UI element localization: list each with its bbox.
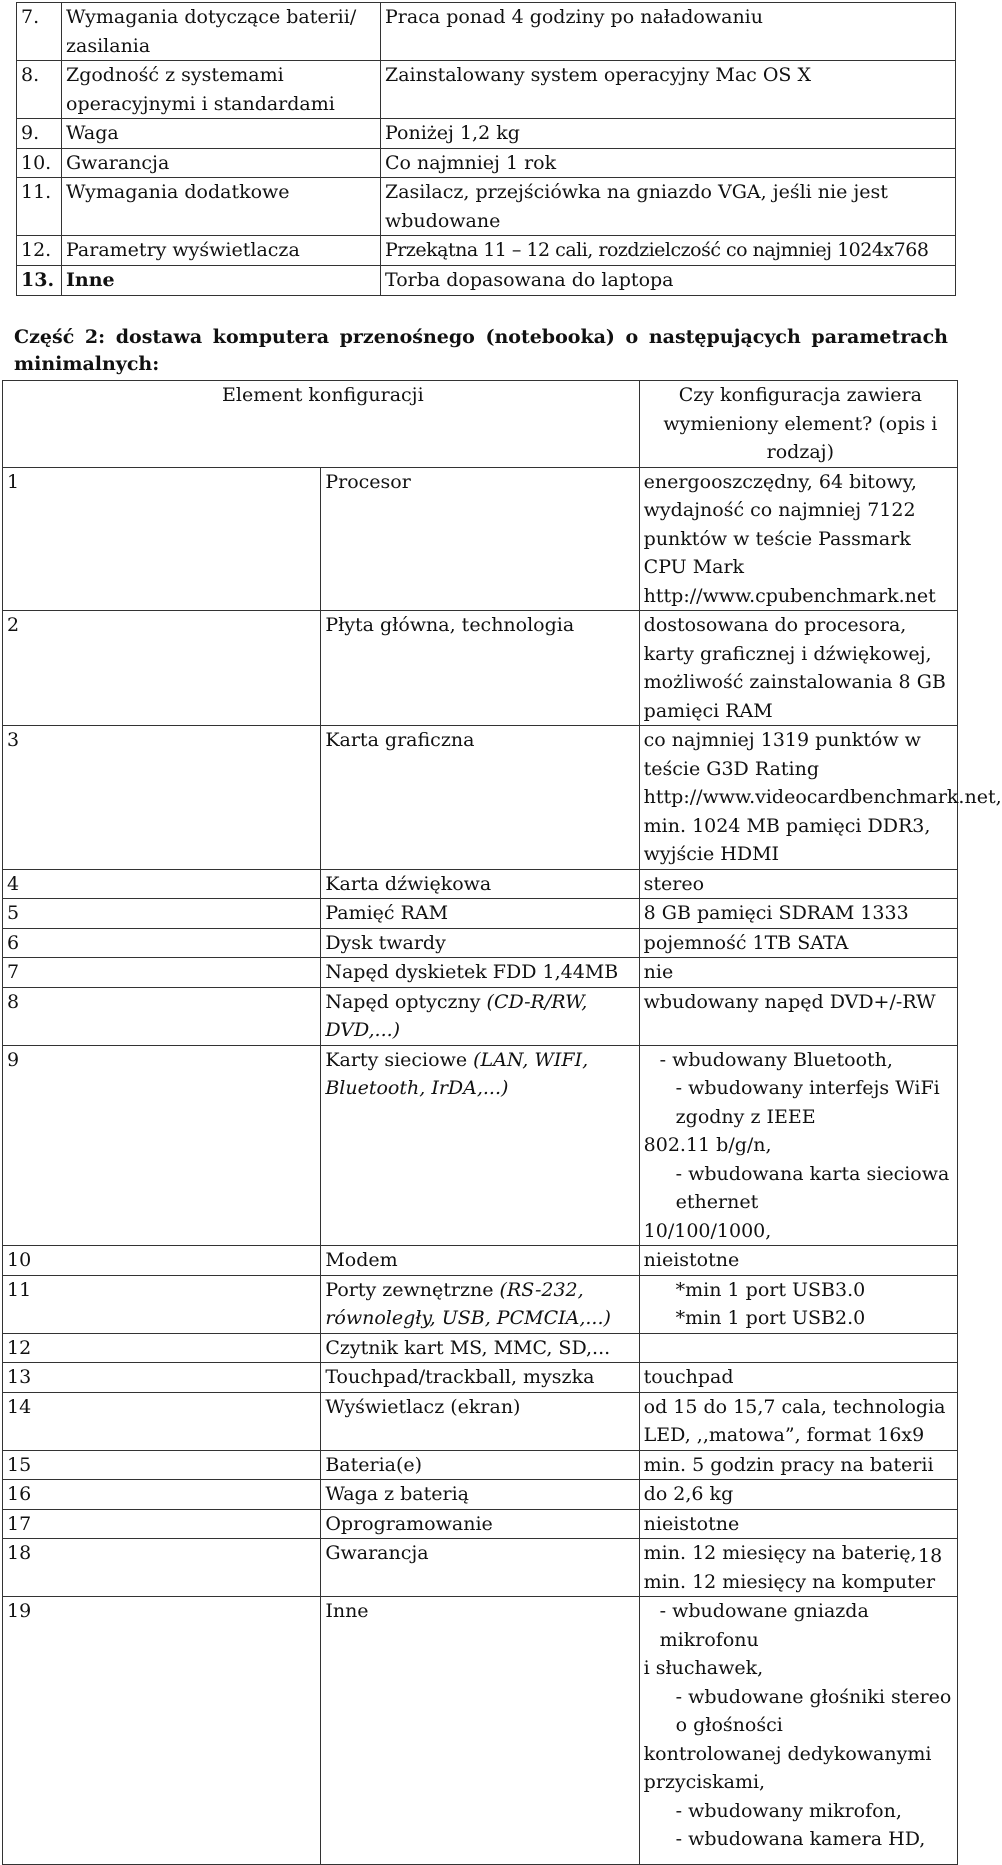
row-name: Gwarancja <box>62 148 381 178</box>
row-name: Modem <box>321 1246 639 1276</box>
table-row <box>3 1392 958 1450</box>
row-number: 12 <box>3 1333 321 1363</box>
row-number: 10. <box>17 148 62 178</box>
row-number: 7 <box>3 958 321 988</box>
row-name: Waga <box>62 119 381 149</box>
row-value: wbudowany napęd DVD+/-RW <box>639 987 957 1045</box>
row-number: 17 <box>3 1509 321 1539</box>
page-number: 18 <box>918 1545 943 1567</box>
row-value: od 15 do 15,7 cala, technologia LED, ,,matowa”, format 16x9 <box>639 1392 957 1450</box>
table-row <box>3 1275 958 1333</box>
row-number: 19 <box>3 1597 321 1865</box>
table-row <box>3 1450 958 1480</box>
row-name-italic: (LAN, WIFI, Bluetooth, IrDA,...) <box>325 1048 589 1099</box>
value-line: i słuchawek, <box>643 1657 764 1679</box>
value-line: - wbudowane głośniki stereo o głośności <box>675 1685 952 1736</box>
table-row <box>3 1045 958 1246</box>
value-line: 802.11 b/g/n, <box>643 1134 772 1156</box>
row-number: 10 <box>3 1246 321 1276</box>
value-line: - wbudowany mikrofon, <box>675 1799 902 1822</box>
table-row <box>3 1597 958 1865</box>
row-number: 2 <box>3 611 321 726</box>
row-name: Karta dźwiękowa <box>321 869 639 899</box>
row-name: Touchpad/trackball, myszka <box>321 1363 639 1393</box>
table-row <box>3 1509 958 1539</box>
row-value: min. 5 godzin pracy na baterii <box>639 1450 957 1480</box>
row-number: 5 <box>3 899 321 929</box>
row-name <box>321 1275 639 1333</box>
row-value <box>639 1045 957 1246</box>
row-value: Co najmniej 1 rok <box>381 148 956 178</box>
value-line: - wbudowane gniazda mikrofonu <box>659 1600 869 1651</box>
row-number: 11 <box>3 1275 321 1333</box>
value-line: - wbudowana karta sieciowa ethernet <box>675 1162 950 1213</box>
row-name <box>321 987 639 1045</box>
table-row <box>3 869 958 899</box>
value-line: *min 1 port USB3.0 <box>675 1278 866 1301</box>
row-number: 8 <box>3 987 321 1045</box>
row-number: 12. <box>17 236 62 266</box>
table-row <box>3 467 958 611</box>
value-line: 10/100/1000, <box>643 1219 772 1242</box>
table-row <box>17 3 956 61</box>
row-name: Wymagania dodatkowe <box>62 178 381 236</box>
notebook-configuration-table <box>2 380 1002 1865</box>
row-value: 8 GB pamięci SDRAM 1333 <box>639 899 957 929</box>
value-line: - wbudowana kamera HD, <box>675 1828 926 1850</box>
row-value: nie <box>639 958 957 988</box>
row-name: Parametry wyświetlacza <box>62 236 381 266</box>
row-name: Inne <box>62 266 381 296</box>
row-number: 13. <box>17 266 62 296</box>
table-row <box>17 266 956 296</box>
row-number: 3 <box>3 726 321 870</box>
row-name: Oprogramowanie <box>321 1509 639 1539</box>
row-number: 6 <box>3 928 321 958</box>
table-row <box>17 236 956 266</box>
row-name-plain: Karty sieciowe <box>325 1048 474 1071</box>
table-row <box>17 119 956 149</box>
table-row <box>3 987 958 1045</box>
table-row <box>3 1480 958 1510</box>
row-name: Dysk twardy <box>321 928 639 958</box>
row-value: nieistotne <box>639 1509 957 1539</box>
row-name: Zgodność z systemami operacyjnymi i standardami <box>62 61 381 119</box>
row-value <box>639 1597 957 1865</box>
table-row <box>3 1363 958 1393</box>
row-name-italic: (CD-R/RW, DVD,...) <box>325 990 588 1041</box>
row-name: Wyświetlacz (ekran) <box>321 1392 639 1450</box>
row-value: Torba dopasowana do laptopa <box>381 266 956 296</box>
table-row <box>3 726 958 870</box>
row-name-plain: Porty zewnętrzne <box>325 1278 500 1301</box>
row-value <box>639 1333 957 1363</box>
row-name: Inne <box>321 1597 639 1865</box>
row-value: min. 12 miesięcy na baterię, min. 12 miesięcy na komputer <box>639 1539 957 1597</box>
table-row <box>3 958 958 988</box>
row-value: nieistotne <box>639 1246 957 1276</box>
value-line: - wbudowany Bluetooth, <box>659 1048 893 1071</box>
table-row <box>3 1246 958 1276</box>
row-value: dostosowana do procesora, karty graficznej i dźwiękowej, możliwość zainstalowania 8 GB pamięci RAM <box>639 611 957 726</box>
row-value: Przekątna 11 – 12 cali, rozdzielczość co najmniej 1024x768 <box>381 236 956 266</box>
row-number: 14 <box>3 1392 321 1450</box>
table-row <box>3 899 958 929</box>
table-row <box>3 928 958 958</box>
row-name-plain: Napęd optyczny <box>325 990 487 1013</box>
row-value: co najmniej 1319 punktów w teście G3D Rating http://www.videocardbenchmark.net, min. 1024 MB pamięci DDR3, wyjście HDMI <box>639 726 957 870</box>
row-name <box>321 1045 639 1246</box>
row-number: 11. <box>17 178 62 236</box>
row-name: Czytnik kart MS, MMC, SD,... <box>321 1333 639 1363</box>
row-name: Wymagania dotyczące baterii/ zasilania <box>62 3 381 61</box>
table-header-row <box>3 381 958 468</box>
row-number: 18 <box>3 1539 321 1597</box>
value-line: kontrolowanej dedykowanymi przyciskami, <box>643 1742 932 1793</box>
section-heading: Część 2: dostawa komputera przenośnego (notebooka) o następujących parametrach minimalnych: <box>14 326 948 375</box>
row-name: Gwarancja <box>321 1539 639 1597</box>
row-number: 16 <box>3 1480 321 1510</box>
row-value: touchpad <box>639 1363 957 1393</box>
row-name: Płyta główna, technologia <box>321 611 639 726</box>
value-line: *min 1 port USB2.0 <box>675 1307 866 1329</box>
header-element: Element konfiguracji <box>3 381 640 468</box>
table-row <box>3 611 958 726</box>
row-number: 9 <box>3 1045 321 1246</box>
row-value <box>639 1275 957 1333</box>
row-name-italic: (RS-232, równoległy, USB, PCMCIA,...) <box>325 1278 611 1329</box>
row-number: 15 <box>3 1450 321 1480</box>
row-value: energooszczędny, 64 bitowy, wydajność co najmniej 7122 punktów w teście Passmark CPU Mark http://www.cpubenchmark.net <box>639 467 957 611</box>
row-name: Pamięć RAM <box>321 899 639 929</box>
row-value: pojemność 1TB SATA <box>639 928 957 958</box>
row-value: do 2,6 kg <box>639 1480 957 1510</box>
value-line: - wbudowany interfejs WiFi zgodny z IEEE <box>675 1077 940 1128</box>
table-row <box>17 61 956 119</box>
row-value: Praca ponad 4 godziny po naładowaniu <box>381 3 956 61</box>
row-name: Karta graficzna <box>321 726 639 870</box>
header-description: Czy konfiguracja zawiera wymieniony element? (opis i rodzaj) <box>639 381 957 468</box>
row-number: 9. <box>17 119 62 149</box>
table-row <box>3 1333 958 1363</box>
row-name: Waga z baterią <box>321 1480 639 1510</box>
row-name: Bateria(e) <box>321 1450 639 1480</box>
row-value: Poniżej 1,2 kg <box>381 119 956 149</box>
row-value: stereo <box>639 869 957 899</box>
row-name: Napęd dyskietek FDD 1,44MB <box>321 958 639 988</box>
row-number: 8. <box>17 61 62 119</box>
row-value: Zainstalowany system operacyjny Mac OS X <box>381 61 956 119</box>
row-number: 13 <box>3 1363 321 1393</box>
row-value: Zasilacz, przejściówka na gniazdo VGA, jeśli nie jest wbudowane <box>381 178 956 236</box>
table-row <box>17 178 956 236</box>
row-number: 4 <box>3 869 321 899</box>
requirements-table-continued <box>16 2 956 296</box>
table-row <box>17 148 956 178</box>
row-number: 1 <box>3 467 321 611</box>
row-name: Procesor <box>321 467 639 611</box>
table-row <box>3 1539 958 1597</box>
row-number: 7. <box>17 3 62 61</box>
